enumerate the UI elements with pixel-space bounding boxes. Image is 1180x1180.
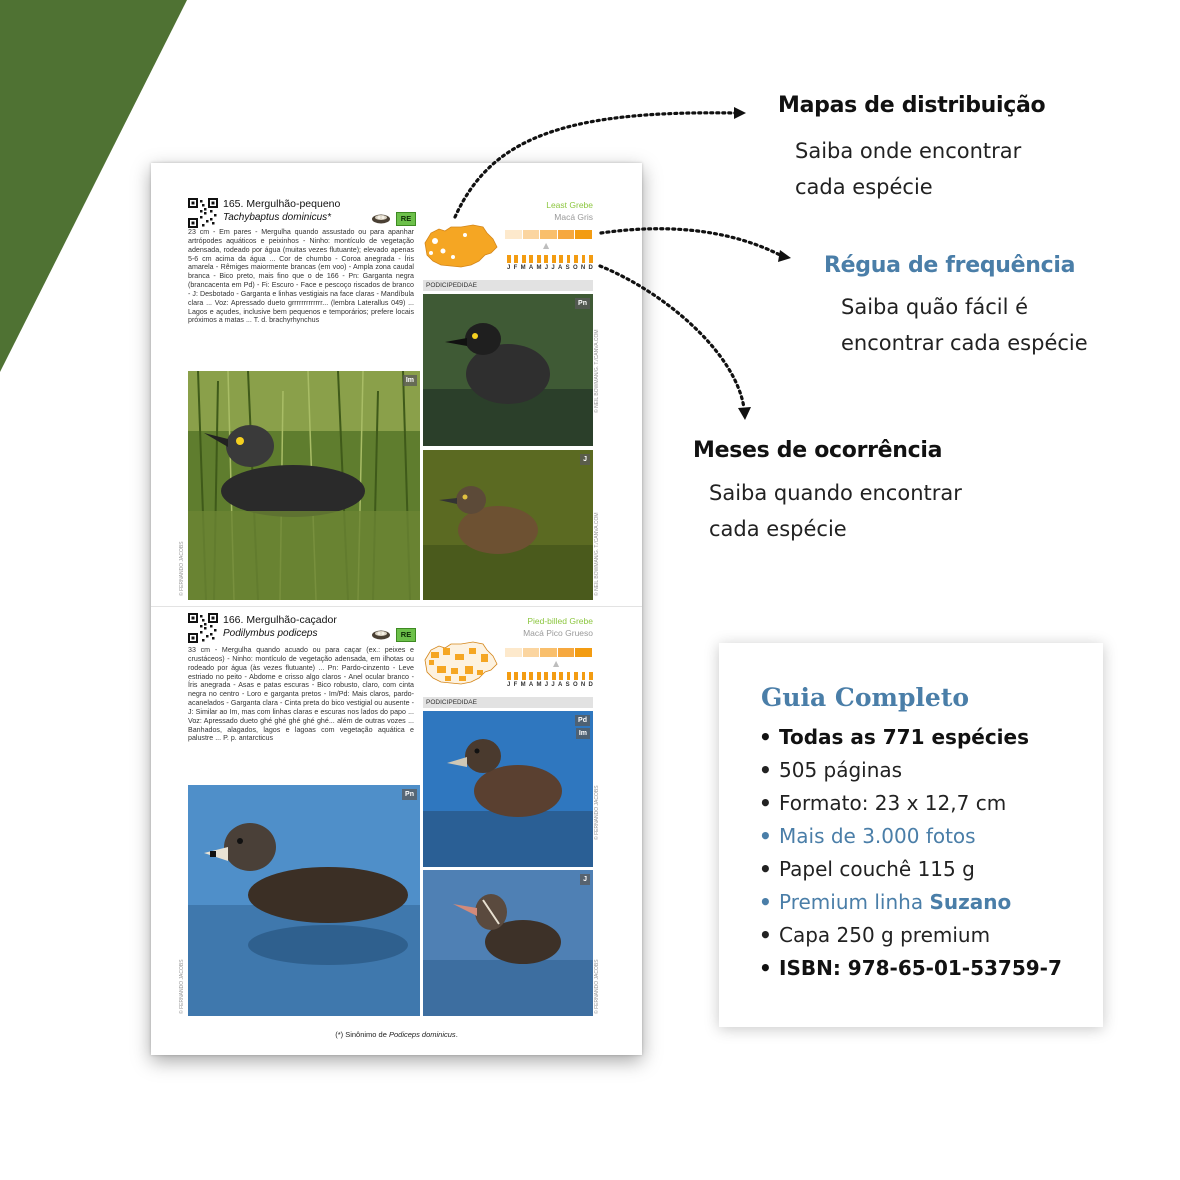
species-entry [151,163,642,603]
book-page [151,163,642,1055]
entry-divider [151,606,642,607]
age-tag: Im [576,728,590,739]
nest-icon [371,628,391,640]
age-tag: Pd [575,715,590,726]
english-name: Pied-billed Grebe [527,616,593,626]
species-scientific-name: Podilymbus podiceps [223,628,318,639]
months-row [507,265,593,271]
family-label: PODICIPEDIDAE [423,697,593,708]
month-label: J [507,265,511,271]
feature-card [719,643,1103,1027]
month-label: S [565,265,570,271]
months-bars [507,255,593,263]
species-entry [151,608,642,1028]
age-tag: J [580,454,590,465]
arrowhead-icon [734,107,791,420]
month-label: J [507,682,511,688]
species-description: 33 cm - Mergulha quando acuado ou para caçar (ex.: peixes e crustáceos) - Ninho: montículo de vegetação adensada, em ilhotas ou rodeado por água (às vezes flutuante) ... Pn: Pardo-cinzento - Leve estriado no peito - Abdome e crisso algo claros - Anel ocular branco - Íris anegrada - Asas e patas escuras - Bico robusto, claro, com cinta negra no centro - Loro e garganta pretos - Im/Pd: Mais claros, pardo-acanelados - Garganta clara - Cinta preta do bico vestigial ou ausente - J: Similar ao Im, mas com linhas claras e escuras nos lados do papo ... Voz: Apressado dueto ghé ghé ghé ghé ghé... além de outras vozes ... Banhados, alagados, lagos e lagoas com vegetação aquática e palustre ... P. p. antarcticus [188,646,414,743]
photo-credit: © FERNANDO JACOBS [179,541,185,596]
callout-text-months: Saiba quando encontrar cada espécie [709,481,962,541]
month-label: M [520,682,526,688]
month-label: J [544,682,549,688]
month-label: M [536,682,542,688]
age-tag: Pn [575,298,590,309]
month-label: D [588,265,593,271]
status-badge: RE [396,628,416,642]
spanish-name: Macá Pico Grueso [523,628,593,638]
callout-text-frequency: Saiba quão fácil é encontrar cada espécie [841,295,1088,355]
species-scientific-name: Tachybaptus dominicus* [223,212,332,223]
month-label: J [551,265,555,271]
callout-title-frequency: Régua de frequência [824,253,1076,278]
feature-item: • Capa 250 g premium [759,919,1062,952]
feature-item: • Premium linha Suzano [759,886,1062,919]
month-label: F [513,265,518,271]
photo-credit: © FERNANDO JACOBS [179,959,185,1014]
month-label: N [580,265,586,271]
status-badge: RE [396,212,416,226]
qr-code-icon [188,198,218,228]
footnote: (*) Sinônimo de Podiceps dominicus. [335,1030,458,1039]
callout-title-months: Meses de ocorrência [693,438,943,463]
english-name: Least Grebe [546,200,593,210]
month-label: M [536,265,542,271]
month-label: D [588,682,593,688]
bird-photo-main [188,785,420,1016]
species-description: 23 cm - Em pares - Mergulha quando assustado ou para apanhar artrópodes aquáticos e peixinhos - Ninho: montículo de vegetação adensada, rodeado por água (muitas vezes flutuante); elevado apenas 5-6 cm acima da água ... Cor de chumbo - Coroa anegrada - Íris amarela - Rêmiges maiormente brancas (em voo) - Ampla zona caudal branca - Bico preto, mais fino que o de 166 - Pn: Garganta negra (brancacenta em Pd) - Fi: Escuro - Face e pescoço riscados de branco - J: Desbotado - Garganta e linhas vestigiais na face claras - Mandíbula clara ... Voz: Apressado dueto grrrrrrrrrrrrr... (lembra Laterallus 049) ... Lagos e açudes, inclusive bem pequenos e temporários; prefere locais próximos a matas ... T. d. brachyrhynchus [188,228,414,325]
month-label: A [558,265,563,271]
photo-credit: © NEIL BOWMAN/G. T./CANVA.COM [594,329,600,413]
feature-item: • ISBN: 978-65-01-53759-7 [759,952,1062,985]
bird-photo-bottom-right [423,870,593,1016]
bird-photo-bottom-right [423,450,593,600]
month-label: O [572,265,578,271]
month-label: J [544,265,549,271]
range-map-icon [421,638,501,688]
bird-photo-top-right [423,294,593,446]
brand-name: Suzano [929,890,1012,914]
photo-credit: © NEIL BOWMAN/G. T./CANVA.COM [594,512,600,596]
family-label: PODICIPEDIDAE [423,280,593,291]
frequency-pointer-icon: ▲ [543,241,550,250]
month-label: A [528,265,534,271]
age-tag: J [580,874,590,885]
months-bars [507,672,593,680]
frequency-ruler [505,230,593,239]
feature-item: • 505 páginas [759,754,1062,787]
card-title: Guia Completo [761,683,970,712]
months-row [507,682,593,688]
qr-code-icon [188,613,218,643]
month-label: J [551,682,555,688]
month-label: F [513,682,518,688]
bird-photo-main [188,371,420,600]
frequency-ruler [505,648,593,657]
month-label: S [565,682,570,688]
feature-item: • Formato: 23 x 12,7 cm [759,787,1062,820]
callout-text-maps: Saiba onde encontrar cada espécie [795,139,1022,199]
feature-list [759,721,1062,985]
nest-icon [371,212,391,224]
species-title: 165. Mergulhão-pequeno [223,198,341,210]
month-label: A [528,682,534,688]
spanish-name: Macá Gris [554,212,593,222]
month-label: A [558,682,563,688]
range-map-icon [421,221,501,271]
feature-item: • Mais de 3.000 fotos [759,820,1062,853]
month-label: N [580,682,586,688]
month-label: O [572,682,578,688]
feature-item: • Papel couchê 115 g [759,853,1062,886]
frequency-pointer-icon: ▲ [553,659,560,668]
month-label: M [520,265,526,271]
age-tag: Pn [402,789,417,800]
species-title: 166. Mergulhão-caçador [223,614,337,626]
age-tag: Im [403,375,417,386]
callout-title-maps: Mapas de distribuição [778,93,1046,118]
photo-credit: © FERNANDO JACOBS [594,959,600,1014]
photo-credit: © FERNANDO JACOBS [594,785,600,840]
feature-item: • Todas as 771 espécies [759,721,1062,754]
bird-photo-top-right [423,711,593,867]
